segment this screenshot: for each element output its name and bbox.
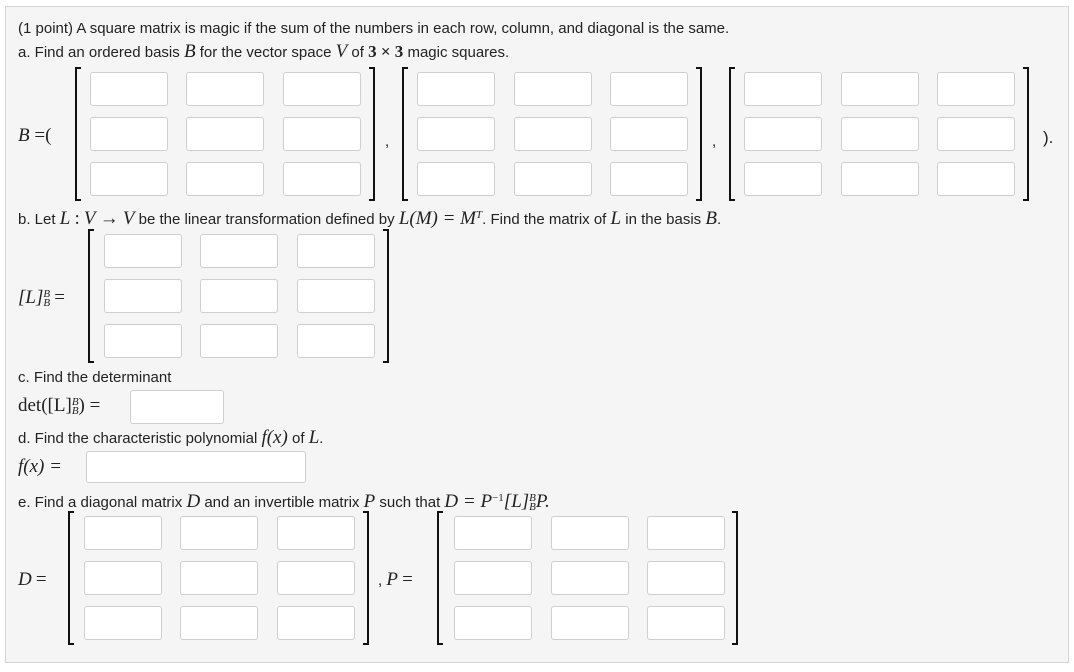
basis-matrix-2-cell-r2c2[interactable] bbox=[514, 117, 592, 151]
D-matrix-right-bracket bbox=[363, 511, 369, 645]
basis-close: ). bbox=[1043, 128, 1054, 147]
char-poly-input[interactable] bbox=[86, 451, 306, 483]
basis-matrix-1-cell-r3c2[interactable] bbox=[186, 162, 264, 196]
basis-matrix-3-cell-r3c2[interactable] bbox=[841, 162, 919, 196]
fx-label: f(x) = bbox=[18, 456, 62, 477]
part-e-text: e. Find a diagonal matrix D and an invertible matrix P such that $D = P^{-1}[L]$ B B P. bbox=[18, 491, 550, 514]
determinant-input[interactable] bbox=[130, 390, 224, 424]
basis-matrix-2-cell-r3c1[interactable] bbox=[417, 162, 495, 196]
basis-matrix-1-cell-r3c1[interactable] bbox=[90, 162, 168, 196]
L-matrix-cell-r3c3[interactable] bbox=[297, 324, 375, 358]
L-matrix-cell-r1c2[interactable] bbox=[200, 234, 278, 268]
P-matrix-cell-r1c3[interactable] bbox=[647, 516, 725, 550]
basis-matrix-2-cell-r1c2[interactable] bbox=[514, 72, 592, 106]
D-matrix-cell-r1c1[interactable] bbox=[84, 516, 162, 550]
basis-matrix-3-cell-r2c3[interactable] bbox=[937, 117, 1015, 151]
P-matrix-cell-r3c1[interactable] bbox=[454, 606, 532, 640]
basis-matrix-1-cell-r2c3[interactable] bbox=[283, 117, 361, 151]
basis-matrix-2-cell-r1c1[interactable] bbox=[417, 72, 495, 106]
basis-matrix-3-cell-r2c1[interactable] bbox=[744, 117, 822, 151]
D-matrix-cell-r3c1[interactable] bbox=[84, 606, 162, 640]
basis-matrix-3-cell-r2c2[interactable] bbox=[841, 117, 919, 151]
L-matrix-left-bracket bbox=[88, 229, 94, 363]
basis-matrix-2-cell-r1c3[interactable] bbox=[610, 72, 688, 106]
P-matrix-cell-r3c3[interactable] bbox=[647, 606, 725, 640]
basis-matrix-3-cell-r1c1[interactable] bbox=[744, 72, 822, 106]
basis-matrix-3-left-bracket bbox=[729, 67, 735, 201]
part-a-text: a. Find an ordered basis B for the vector space V of 3 × 3 magic squares. bbox=[18, 41, 510, 62]
P-matrix-cell-r2c3[interactable] bbox=[647, 561, 725, 595]
det-label: det([L] B B ) = bbox=[18, 395, 101, 418]
part-b-text: b. Let L : V → V be the linear transformation defined by $L(M) = M^T$. Find the matrix of L in the basis B. bbox=[18, 208, 722, 229]
basis-matrix-1-left-bracket bbox=[75, 67, 81, 201]
problem-header: (1 point) A square matrix is magic if the sum of the numbers in each row, column, and diagonal is the same. bbox=[18, 20, 730, 37]
basis-matrix-3-cell-r3c3[interactable] bbox=[937, 162, 1015, 196]
basis-matrix-2-right-bracket bbox=[696, 67, 702, 201]
basis-matrix-2-cell-r2c1[interactable] bbox=[417, 117, 495, 151]
D-matrix-cell-r3c2[interactable] bbox=[180, 606, 258, 640]
basis-matrix-1-cell-r1c1[interactable] bbox=[90, 72, 168, 106]
basis-matrix-2-cell-r2c3[interactable] bbox=[610, 117, 688, 151]
comma-2: , bbox=[712, 133, 717, 150]
basis-matrix-1-cell-r2c2[interactable] bbox=[186, 117, 264, 151]
D-matrix-cell-r1c3[interactable] bbox=[277, 516, 355, 550]
comma-1: , bbox=[385, 133, 390, 150]
basis-matrix-1-cell-r2c1[interactable] bbox=[90, 117, 168, 151]
L-matrix-cell-r2c1[interactable] bbox=[104, 279, 182, 313]
L-matrix-cell-r1c1[interactable] bbox=[104, 234, 182, 268]
D-matrix-cell-r2c3[interactable] bbox=[277, 561, 355, 595]
P-matrix-cell-r3c2[interactable] bbox=[551, 606, 629, 640]
basis-matrix-2-left-bracket bbox=[402, 67, 408, 201]
basis-matrix-3-cell-r3c1[interactable] bbox=[744, 162, 822, 196]
P-matrix-cell-r2c1[interactable] bbox=[454, 561, 532, 595]
basis-matrix-3-cell-r1c2[interactable] bbox=[841, 72, 919, 106]
P-matrix-right-bracket bbox=[732, 511, 738, 645]
basis-matrix-2-cell-r3c2[interactable] bbox=[514, 162, 592, 196]
L-matrix-cell-r1c3[interactable] bbox=[297, 234, 375, 268]
L-matrix-cell-r2c3[interactable] bbox=[297, 279, 375, 313]
basis-matrix-2-cell-r3c3[interactable] bbox=[610, 162, 688, 196]
part-d-text: d. Find the characteristic polynomial f(x) of L. bbox=[18, 427, 324, 448]
P-matrix-left-bracket bbox=[437, 511, 443, 645]
L-matrix-label: [L] B B = bbox=[18, 287, 65, 310]
D-matrix-cell-r2c2[interactable] bbox=[180, 561, 258, 595]
basis-matrix-1-cell-r1c2[interactable] bbox=[186, 72, 264, 106]
D-matrix-left-bracket bbox=[68, 511, 74, 645]
D-label: D = bbox=[18, 569, 47, 590]
basis-matrix-3-cell-r1c3[interactable] bbox=[937, 72, 1015, 106]
L-matrix-right-bracket bbox=[383, 229, 389, 363]
basis-matrix-1-right-bracket bbox=[369, 67, 375, 201]
P-matrix-cell-r2c2[interactable] bbox=[551, 561, 629, 595]
D-matrix-cell-r2c1[interactable] bbox=[84, 561, 162, 595]
P-matrix-cell-r1c2[interactable] bbox=[551, 516, 629, 550]
D-matrix-cell-r1c2[interactable] bbox=[180, 516, 258, 550]
basis-matrix-3-right-bracket bbox=[1023, 67, 1029, 201]
basis-label: B =( bbox=[18, 125, 52, 146]
D-matrix-cell-r3c3[interactable] bbox=[277, 606, 355, 640]
part-c-text: c. Find the determinant bbox=[18, 369, 172, 386]
L-matrix-cell-r3c1[interactable] bbox=[104, 324, 182, 358]
basis-matrix-1-cell-r1c3[interactable] bbox=[283, 72, 361, 106]
P-matrix-cell-r1c1[interactable] bbox=[454, 516, 532, 550]
basis-matrix-1-cell-r3c3[interactable] bbox=[283, 162, 361, 196]
L-matrix-cell-r3c2[interactable] bbox=[200, 324, 278, 358]
L-matrix-cell-r2c2[interactable] bbox=[200, 279, 278, 313]
P-label: , P = bbox=[378, 569, 413, 590]
